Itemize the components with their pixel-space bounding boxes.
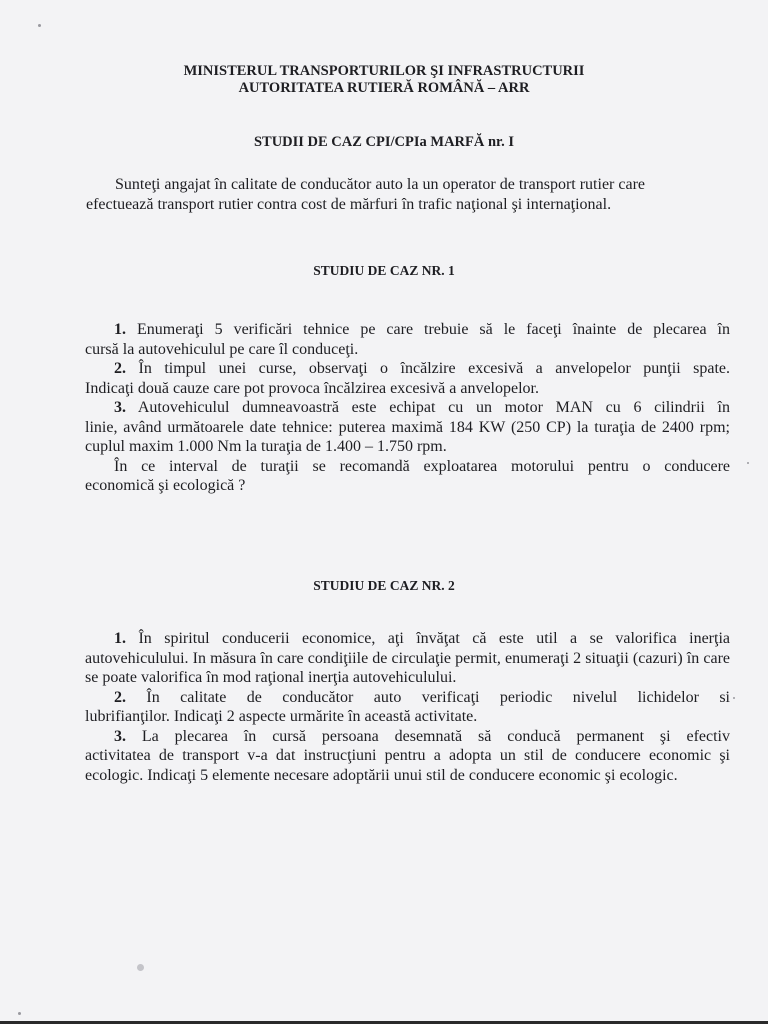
intro-paragraph	[86, 175, 735, 215]
intro-line-1: Sunteţi angajat în calitate de conducător auto la un operator de transport rutier care	[115, 176, 645, 193]
scan-speck	[747, 462, 749, 464]
question-first-line	[85, 688, 730, 708]
question-text: În calitate de conducător auto verificaţi periodic nivelul lichidelor si	[146, 688, 731, 706]
scan-speck	[38, 24, 41, 27]
question-text: În ce interval de turaţii se recomandă exploatarea motorului pentru o conducere	[114, 457, 730, 475]
question-item	[85, 359, 730, 398]
question-first-line	[85, 359, 730, 379]
case-study-2-questions	[85, 629, 730, 785]
question-item	[85, 320, 730, 359]
question-number: 2.	[114, 360, 126, 377]
question-text: Enumeraţi 5 verificări tehnice pe care trebuie să le faceţi înainte de plecarea în	[136, 321, 731, 338]
question-item	[85, 727, 730, 786]
question-continuation: autovehiculului. In măsura în care condiţiile de circulaţie permit, enumeraţi 2 situaţii (cazuri) în care se poate valorifica în mod raţional inerţia autovehiculului.	[85, 649, 730, 686]
scan-speck	[137, 964, 144, 971]
question-continuation: Indicaţi două cauze care pot provoca încălzirea excesivă a anvelopelor.	[85, 379, 539, 397]
scan-speck	[18, 1012, 21, 1015]
question-number: 3.	[114, 399, 126, 416]
question-continuation: activitatea de transport v-a dat instrucţiuni pentru a adopta un stil de conducere economic şi ecologic. Indicaţi 5 elemente necesare adoptării unui stil de conducere economic şi ecologic.	[85, 747, 730, 784]
authority-name: AUTORITATEA RUTIERĂ ROMÂNĂ – ARR	[238, 80, 530, 96]
case-study-1-questions	[85, 320, 730, 496]
question-continuation: linie, având următoarele date tehnice: puterea maximă 184 KW (250 CP) la turaţia de 2400 rpm; cuplul maxim 1.000 Nm la turaţia de 1.400 – 1.750 rpm.	[85, 418, 730, 455]
intro-line-2: efectuează transport rutier contra cost de mărfuri în trafic naţional şi internaţional.	[86, 196, 612, 213]
question-item	[85, 688, 730, 727]
question-continuation: cursă la autovehiculul pe care îl conduceţi.	[85, 340, 359, 358]
question-continuation: lubrifianţilor. Indicaţi 2 aspecte urmărite în această activitate.	[85, 708, 478, 725]
case-study-1-title: STUDIU DE CAZ NR. 1	[313, 263, 455, 278]
scan-speck	[733, 697, 735, 699]
question-number: 1.	[114, 630, 126, 647]
case-study-2-title: STUDIU DE CAZ NR. 2	[313, 578, 455, 593]
question-text: În timpul unei curse, observaţi o încălzire excesivă a anvelopelor punţii spate.	[138, 360, 731, 377]
question-text: La plecarea în cursă persoana desemnată să conducă permanent şi efectiv	[141, 727, 731, 745]
question-text: În spiritul conducerii economice, aţi învăţat că este util a se valorifica inerţia	[138, 630, 731, 647]
question-first-line	[85, 320, 730, 340]
question-number: 2.	[114, 688, 126, 706]
question-number: 3.	[114, 727, 126, 745]
question-first-line	[85, 398, 730, 418]
question-first-line	[85, 457, 730, 477]
ministry-name: MINISTERUL TRANSPORTURILOR ŞI INFRASTRUCTURII	[183, 63, 585, 79]
question-first-line	[85, 629, 730, 649]
question-number: 1.	[114, 321, 126, 338]
question-item	[85, 398, 730, 457]
question-continuation: economică şi ecologică ?	[85, 477, 246, 494]
question-first-line	[85, 727, 730, 747]
question-item	[85, 457, 730, 496]
document-title: STUDII DE CAZ CPI/CPIa MARFĂ nr. I	[253, 134, 515, 150]
question-text: Autovehiculul dumneavoastră este echipat cu un motor MAN cu 6 cilindrii în	[137, 399, 730, 416]
question-item	[85, 629, 730, 688]
